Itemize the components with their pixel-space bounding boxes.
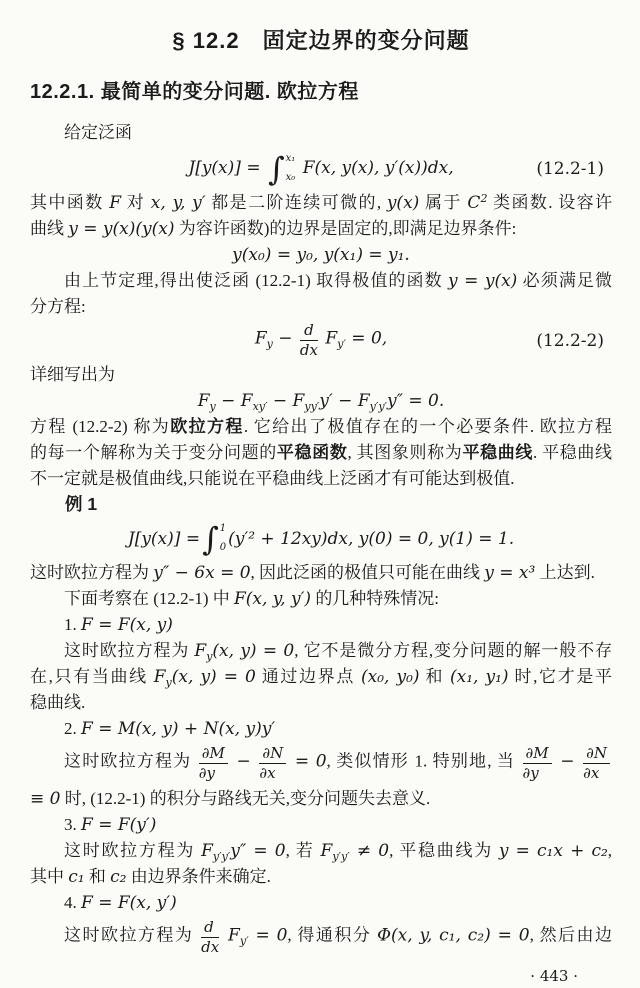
equation-12-2-1-number: (12.2-1) xyxy=(536,159,604,179)
case-3-title: 3. F = F(y′) xyxy=(64,814,157,835)
equation-12-2-2-body: $F_y$ − $\frac{d}{dx}$ $F_{y'} = 0$, xyxy=(254,321,388,360)
case-2-line-1 xyxy=(30,742,612,786)
case-1-line-3: 稳曲线. xyxy=(30,692,86,712)
paragraph-euler-line-1: 方程 (12.2-2) 称为欧拉方程. 它给出了极值存在的一个必要条件. 欧拉方程 xyxy=(30,416,613,436)
equation-12-2-1 xyxy=(30,148,612,190)
case-1-title: 1. F = F(x, y) xyxy=(64,614,173,635)
case-1-line-1: 这时欧拉方程为 $F_y(x$, y) = 0, 它不是微分方程,变分问题的解一般不存 xyxy=(64,640,613,663)
case-4-line-1 xyxy=(30,916,612,960)
case-3-line-2: 其中 c₁ 和 c₂ 由边界条件来确定. xyxy=(30,866,271,887)
case-3-line-1: 这时欧拉方程为 $F_{y'y'}y'' = 0$, 若 $F_{y'y'} \ne 0$, 平稳曲线为 y = c₁x + c₂, xyxy=(64,840,613,863)
case-4-title: 4. F = F(x, y′) xyxy=(64,892,177,913)
paragraph-theorem-line-2: 分方程: xyxy=(30,297,86,316)
detail-intro-line: 详细写出为 xyxy=(30,364,115,384)
paragraph-conditions-line-2: 曲线 y = y(x)(y(x) 为容许函数)的边界是固定的,即满足边界条件: xyxy=(30,219,517,239)
example-1-discussion-line: 这时欧拉方程为 y″ − 6x = 0, 因此泛函的极值只可能在曲线 y = x³ 上达到. xyxy=(30,562,595,583)
case-2-line-1-body: 这时欧拉方程为 $\frac{\partial M}{\partial y}$ − $\frac{\partial N}{\partial x}$ = 0, 类似情形 1. 特别地, 当 $\frac{\partial M}{\partial y}$ − $\frac{\partial N}{\partial x}$ xyxy=(64,745,612,783)
expanded-euler-equation: $F_y - F_{xy'} - F_{yy'}y' - F_{y'y'}y'' = 0$. xyxy=(197,390,445,413)
equation-12-2-2-number: (12.2-2) xyxy=(536,330,604,351)
paragraph-conditions-line-1: 其中函数 F 对 x, y, y′ 都是二阶连续可微的, y(x) 属于 $C^2$ 类函数. 设容许 xyxy=(30,192,613,213)
paragraph-theorem-line-1: 由上节定理,得出使泛函 (12.2-1) 取得极值的函数 y = y(x) 必须满足微 xyxy=(64,271,613,291)
case-2-line-2: ≡ 0 时, (12.2-1) 的积分与路线无关,变分问题失去意义. xyxy=(30,788,431,809)
case-1-line-2: 在,只有当曲线 $F_y(x$, y) = 0 通过边界点 (x₀, y₀) 和 (x₁, y₁) 时,它才是平 xyxy=(30,666,612,689)
paragraph-euler-line-3: 不一定就是极值曲线,只能说在平稳曲线上泛函才有可能达到极值. xyxy=(30,468,515,488)
paragraph-euler-line-2: 的每一个解称为关于变分问题的平稳函数, 其图象则称为平稳曲线. 平稳曲线 xyxy=(30,442,613,462)
chapter-title: § 12.2 固定边界的变分问题 xyxy=(172,28,470,53)
case-2-title: 2. F = M(x, y) + N(x, y)y′ xyxy=(64,718,276,739)
scanned-textbook-page xyxy=(30,26,612,986)
boundary-condition-formula: y(x₀) = y₀, y(x₁) = y₁. xyxy=(232,245,410,265)
example-1-label: 例 1 xyxy=(65,493,98,514)
case-4-line-1-body: 这时欧拉方程为 $\frac{d}{dx}$ $F_{y'} = 0$, 得通积分 Φ(x, y, c₁, c₂) = 0, 然后由边 xyxy=(64,917,613,956)
example-1-functional: J[y(x)] = ∫ 1 0 (y′² + 12xy)dx, y(0) = 0, y(1) = 1. xyxy=(127,519,515,558)
page-number: · 443 · xyxy=(530,966,578,985)
equation-12-2-2 xyxy=(30,322,612,360)
special-cases-intro-line: 下面考察在 (12.2-1) 中 F(x, y, y′) 的几种特殊情况: xyxy=(64,588,440,609)
intro-line: 给定泛函 xyxy=(64,123,132,142)
equation-12-2-1-body: J[y(x)] = ∫ x₁ x₀ F(x, y(x), y′(x))dx, xyxy=(188,150,454,188)
section-heading: 12.2.1. 最简单的变分问题. 欧拉方程 xyxy=(30,81,359,103)
